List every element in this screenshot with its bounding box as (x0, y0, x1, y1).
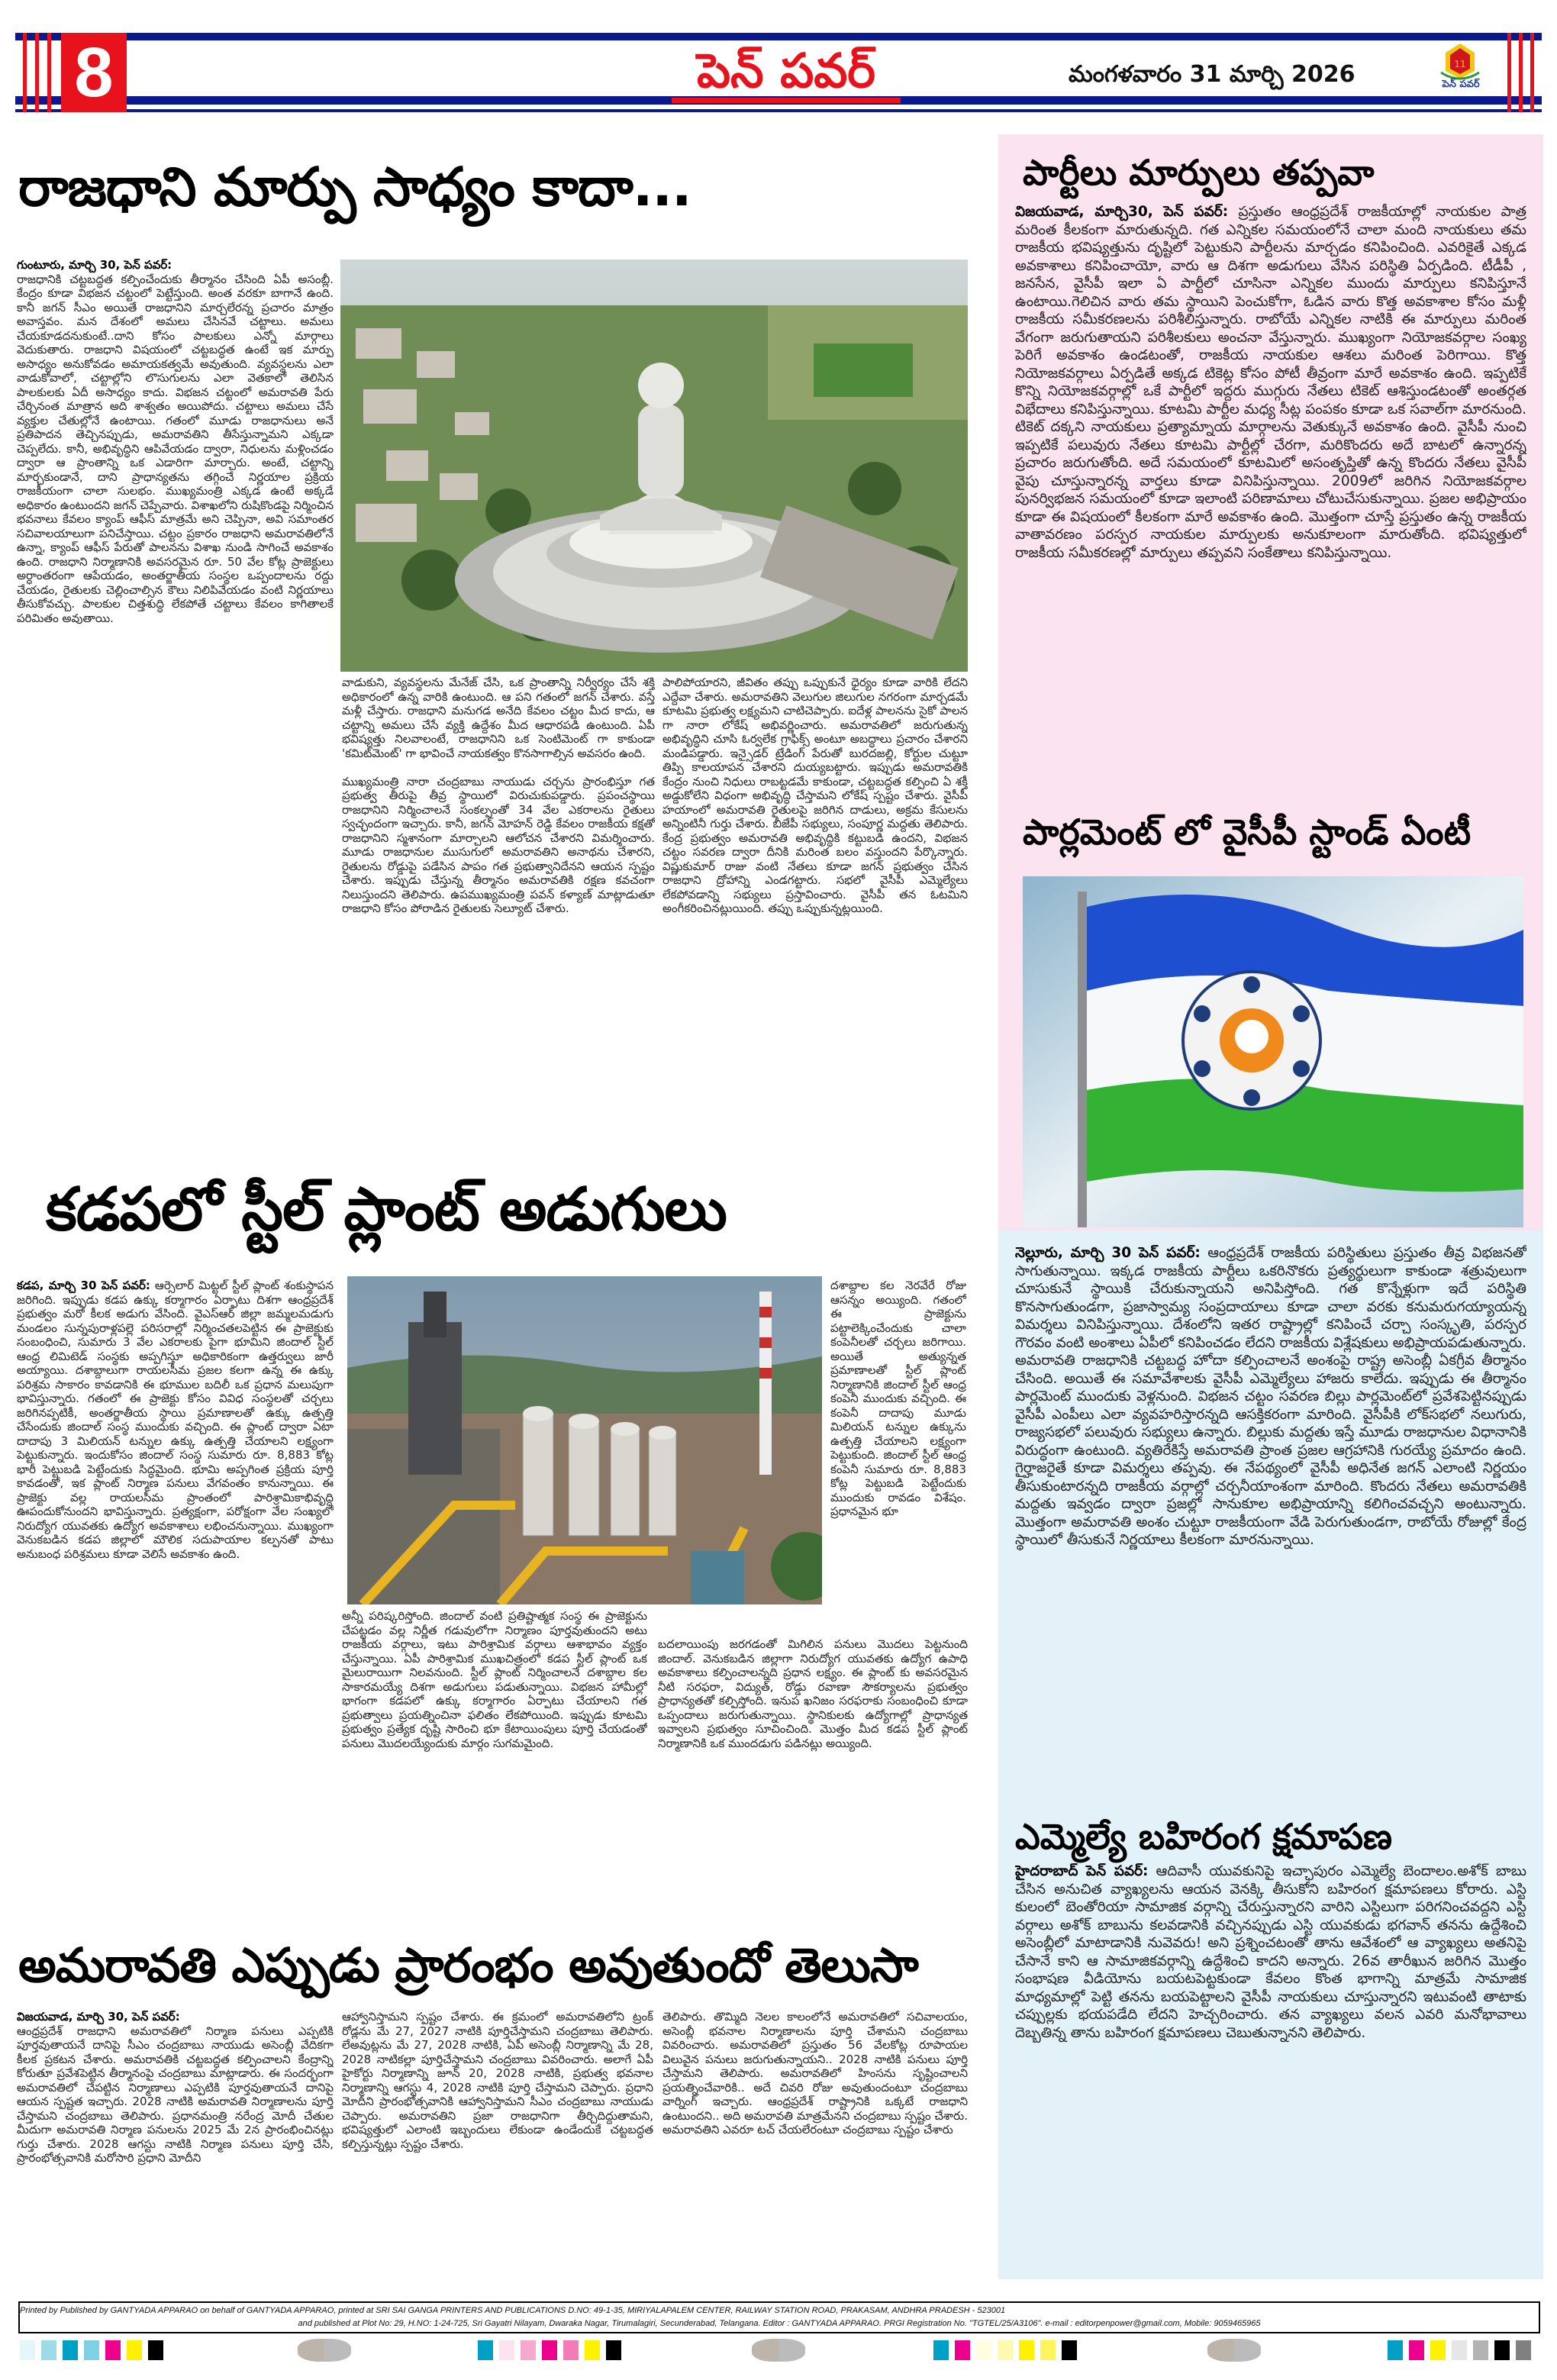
dateline: కడప, మార్చి 30 పెన్ పవర్: (17, 1279, 150, 1292)
color-swatch (105, 2340, 121, 2360)
photo-ysrcp-flag (1023, 876, 1523, 1227)
color-swatch (499, 2340, 514, 2360)
color-swatch (148, 2340, 163, 2360)
gray-balance-patch (1207, 2339, 1261, 2362)
article-text: వాడుకుని, వ్యవస్థలను మేనేజ్ చేసి, ఒక ప్రాంతాన్ని నిర్వీర్యం చేసే శక్తి అధికారంలో ఉన్న వారికి ఉంటుంది. ఆ పని గతంలో జగన్ చేశారు. వస్తే మళ్లీ చేస్తారు. రాజధాని మనుగడ అనేది కేవలం చట్టం మీద కాదు, ఆ చట్టాన్ని అమలు చేసే వ్యక్తి ఉద్దేశం మీద ఆధారపడి ఉంటుంది. ఏపీ భవిష్యత్తు నిలవాలంటే, రాజధానిని ఒక సెంటిమెంట్ గా కాకుండా 'కమిట్‌మెంట్' గా భావించే నాయకత్వం కొనసాగాల్సిన అవసరం ఉంది. ముఖ్యమంత్రి నారా చంద్రబాబు నాయుడు చర్చను ప్రారంభిస్తూ గత ప్రభుత్వ తీరుపై తీవ్ర స్థాయిలో విరుచుకుపడ్డారు. ప్రపంచస్థాయి రాజధానిని నిర్మించాలనే సంకల్పంతో 34 వేల ఎకరాలను రైతులు స్వచ్ఛందంగా ఇచ్చారు. కానీ, జగన్ మోహన్ రెడ్డి కేవలం రాజకీయ కక్షతో రాజధానిని స్మశానంగా మార్చాలని ఆలోచన చేశారని విమర్శించారు. మూడు రాజధానుల ముసుగులో అమరావతిని అనాథను చేశారని, రైతులను రోడ్డుపై పడేసిన పాపం గత ప్రభుత్వానిదేనని ఆయన స్పష్టం చేశారు. ఇప్పుడు చేస్తున్న తీర్మానం అమరావతికి రక్షణ కవచంగా నిలుస్తుందని తెలిపారు. ఉపముఖ్యమంత్రి పవన్ కళ్యాణ్ మాట్లాడుతూ రాజధాని కోసం పోరాడిన రైతులకు సెల్యూట్ చేశారు. (342, 676, 655, 915)
headline-kadapa: కడపలో స్టీల్ ప్లాంట్ అడుగులు (46, 1175, 727, 1244)
article-column-narrow (830, 1279, 966, 1637)
color-swatch (606, 2340, 621, 2360)
headline-parties: పార్టీలు మార్పులు తప్పవా (1023, 152, 1375, 193)
color-swatch (521, 2340, 536, 2360)
article-column (17, 1279, 334, 1904)
imprint-line-2: and published at Plot No: 29, H.NO: 1-24-725, Sri Gayatri Nilayam, Dwaraka Nagar, Tirumalagiri, Secunderabad, Telangana. Editor : GANTYADA APPARAO. PRGI Registration No. "TGTEL/25/A3106". e-mail : editorpenpower@gmail.com, Mobile: 9059465965 (298, 2319, 1261, 2328)
article-text: ప్రస్తుతం ఆంధ్రప్రదేశ్ రాజకీయాల్లో నాయకుల పాత్ర మరింత కీలకంగా మారుతున్నది. గత ఎన్నికల సమయంలోనే చాలా మంది నాయకులు తమ రాజకీయ భవిష్యత్తును దృష్టిలో పెట్టుకుని పార్టీలను మార్చడం కనిపించింది. ఎవరికైతే ఎక్కడ అవకాశాలు కనిపించాయో, వారు ఆ దిశగా అడుగులు వేసిన పరిస్థితి ఏర్పడింది. టీడీపీ , జనసేన, వైసీపీ ఇలా ఏ పార్టీలో చూసినా ఎన్నికల ముందు మార్పులు కనిపిస్తూనే ఉంటాయి.గెలిచిన వారు తమ స్థాయిని పెంచుకోగా, ఓడిన వారు కొత్త అవకాశాల కోసం మళ్లీ రాజకీయ సమీకరణలను పరిశీలిస్తున్నారు. రాబోయే ఎన్నికల నాటికి ఈ మార్పులు మరింత వేగంగా జరుగుతాయని పరిశీలకులు అంచనా వేస్తున్నారు. ముఖ్యంగా నియోజకవర్గాల సంఖ్య పెరిగే అవకాశం ఉండటంతో, రాజకీయ నాయకుల ఆశలు మరింత పెరిగాయి. కొత్త నియోజకవర్గాలు ఏర్పడితే అక్కడ టికెట్ల కోసం పోటీ తీవ్రంగా మారే అవకాశం ఉంది. ఇప్పటికే కొన్ని నియోజకవర్గాల్లో ఒకే పార్టీలో ఇద్దరు ముగ్గురు నేతలు టికెట్ ఆశిస్తుండటంతో అంతర్గత విభేదాలు కనిపిస్తున్నాయి. కూటమి పార్టీల మధ్య సీట్ల పంపకం కూడా ఒక సవాల్‌గా మారనుంది. టికెట్ దక్కని నాయకులు ప్రత్యామ్నాయ మార్గాలను వెతుక్కునే అవకాశం ఉంది. వైసీపీ నుంచి ఇప్పటికే పలువురు నేతలు కూటమి పార్టీల్లో చేరగా, మరికొందరు అదే బాటలో ఉన్నారన్న ప్రచారం జరుగుతోంది. అదే సమయంలో కూటమిలో అసంతృప్తితో ఉన్న కొందరు నేతలు వైసీపీ వైపు చూస్తున్నారన్న వార్తలు కూడా వినిపిస్తున్నాయి. 2009లో జరిగిన నియోజకవర్గాల పునర్విభజన సమయంలో కూడా ఇలాంటి పరిణామాలు చోటుచేసుకున్నాయి. ప్రజల అభిప్రాయం కూడా ఈ విషయంలో కీలకంగా మారే అవకాశం ఉంది. మొత్తంగా చూస్తే ప్రస్తుతం ఉన్న రాజకీయ వాతావరణం పరస్పర నాయకుల మార్పులకు అనుకూలంగా మారుతోంది. భవిష్యత్తులో రాజకీయ సమీకరణల్లో మార్పులు తప్పవని సంకేతాలు కనిపిస్తున్నాయి. (1015, 204, 1526, 561)
masthead-rule (15, 109, 1542, 112)
color-swatch (127, 2340, 142, 2360)
color-swatch (933, 2340, 949, 2360)
color-swatch (563, 2340, 579, 2360)
article-text: ఆంధ్రప్రదేశ్ రాజకీయ పరిస్థితులు ప్రస్తుతం తీవ్ర విభజనతో సాగుతున్నాయి. ఇక్కడ రాజకీయ పార్టీలు ఒకరినొకరు ప్రత్యర్థులుగా కాకుండా శత్రువులుగా చూసుకునే స్థాయికి చేరుకున్నాయని అనిపిస్తోంది. గత కొన్నేళ్లుగా ఇదే పరిస్థితి కొనసాగుతుండగా, ప్రజాస్వామ్య సంప్రదాయాలు కూడా చాలా వరకు కనుమరుగయ్యాయన్న విమర్శలు వినిపిస్తున్నాయి. దేశంలోని ఇతర రాష్ట్రాల్లో కనిపించే చర్చా సంస్కృతి, పరస్పర గౌరవం వంటి అంశాలు ఏపీలో కనిపించడం లేదని రాజకీయ విశ్లేషకులు అభిప్రాయపడుతున్నారు. అమరావతి రాజధానికి చట్టబద్ధ హోదా కల్పించాలనే అంశంపై రాష్ట్ర అసెంబ్లీ ఏకగ్రీవ తీర్మానం చేసింది. అయితే ఈ సమావేశాలకు వైసీపీ ఎమ్మెల్యేలు హాజరు కాలేదు. ఇప్పుడు ఈ తీర్మానం పార్లమెంట్ ముందుకు వెళ్లనుంది. విభజన చట్టం సవరణ బిల్లు పార్లమెంట్‌లో ప్రవేశపెట్టినప్పుడు వైసీపీ ఎంపీలు ఎలా వ్యవహరిస్తారన్నది ఆసక్తికరంగా మారింది. వైసీపీకి లోక్‌సభలో నలుగురు, రాజ్యసభలో పలువురు సభ్యులు ఉన్నారు. బిల్లుకు మద్దతు ఇస్తే మూడు రాజధానుల విధానానికి విరుద్ధంగా ఉంటుంది. వ్యతిరేకిస్తే అమరావతి ప్రాంత ప్రజల ఆగ్రహానికి గురయ్యే ప్రమాదం ఉంది. గైర్హాజరైతే కూడా విమర్శలు తప్పవు. ఈ నేపథ్యంలో వైసీపీ అధినేత జగన్ ఎలాంటి నిర్ణయం తీసుకుంటారన్నది రాజకీయ వర్గాల్లో చర్చనీయాంశంగా మారింది. కొందరు నేతలు అమరావతికి మద్దతు ఇవ్వడం ద్వారా ప్రజల్లో సానుకూల అభిప్రాయాన్ని కలిగించవచ్చని అంటున్నారు. మొత్తంగా అమరావతి అంశం చుట్టూ రాజకీయంగా వేడి పెరుగుతుండగా, రాబోయే రోజుల్లో కేంద్ర స్థాయిలో తీసుకునే నిర్ణయాలు కీలకంగా మారనున్నాయి. (1015, 1245, 1526, 1548)
color-swatch (1062, 2340, 1077, 2360)
article-text: రాజధానికి చట్టబద్ధత కల్పించేందుకు తీర్మానం చేసింది ఏపీ అసంబ్లీ. కేంద్రం కూడా విభజన చట్టంలో పెట్టేస్తుంది. అంత వరకూ బాగానే ఉంది. కానీ జగన్ సీఎం అయితే రాజధానిని మార్చలేరన్న ప్రచారం మాత్రం అవాస్తవం. మన దేశంలో అమలు చేసినవే చట్టాలు. అమలు చేయకూడదనుకుంటే..దాని కోసం పాలకులు ఎన్నో మార్గాలు వెదుకుతారు. రాజధాని విషయంలో చట్టబద్ధత ఉంటే ఇక మార్పు అసాధ్యం అనుకోవడం అమాయకత్వమే అవుతుంది. వ్యవస్థలను ఎలా వాడుకోవాలో, చట్టాల్లోని లొసుగులను ఎలా వెతకాలో తెలిసిన పాలకులకు ఏదీ అసాధ్యం కాదు. విభజన చట్టంలో అమరావతి పేరు చేర్చినంత మాత్రాన అది శాశ్వతం అయిపోదు. చట్టాలు అమలు చేసే వ్యక్తుల చేతుల్లోనే ఉంటాయి. గతంలో మూడు రాజధానులు అనే ప్రతిపాదన తెచ్చినప్పుడు, అమరావతిని తీసేస్తున్నామని ఎక్కడా చెప్పలేదు. కానీ, అభివృద్ధిని ఆపివేయడం ద్వారా, నిధులను మళ్లించడం ద్వారా ఆ ప్రాంతాన్ని ఒక ఎడారిగా మార్చారు. అంటే, చట్టాన్ని మార్చకుండానే, దాని ప్రాధాన్యతను తగ్గించే నిర్ణయాల ప్రక్రియ రాజకీయంగా చాలా సులభం. ముఖ్యమంత్రి ఎక్కడ ఉంటే అక్కడే అధికారం ఉంటుందని జగన్ చెప్పేవారు. విశాఖలోని రుషికొండపై నిర్మించిన భవనాలు కేవలం క్యాంప్ ఆఫీస్ మాత్రమే అని చెప్పినా, అవి సమాంతర సచివాలయాలుగా పనిచేస్తాయి. చట్టం ప్రకారం రాజధాని అమరావతిలోనే ఉన్నా, క్యాంప్ ఆఫీస్ పేరుతో పాలనను విశాఖ నుండి సాగించే అవకాశం ఉంది. రాజధాని నిర్మాణానికి అవసరమైన రూ. 50 వేల కోట్ల ప్రాజెక్టులు అర్ధాంతరంగా ఆపేయడం, అంతర్జాతీయ సంస్థల ఒప్పందాలను రద్దు చేయడం, రైతులకు చెల్లించాల్సిన కౌలు నిలిపివేయడం వంటి నిర్ణయాలు తీసుకోవచ్చు. పాలకుల చిత్తశుద్ధి లేకపోతే చట్టాలు కేవలం కాగితాలకే పరిమితం అవుతాయి. (17, 272, 334, 625)
color-swatch (1388, 2340, 1403, 2360)
color-swatch (1019, 2340, 1034, 2360)
color-swatch (1409, 2340, 1424, 2360)
red-stripe (1507, 33, 1511, 112)
article-text: అన్నీ పరిష్కరిస్తోంది. జిందాల్ వంటి ప్రతిష్టాత్మక సంస్థ ఈ ప్రాజెక్టును చేపట్టడం వల్ల నిర్ణీత గడువులోగా నిర్మాణం పూర్తవుతుందని అటు రాజకీయ వర్గాలు, ఇటు పారిశ్రామిక వర్గాలు ఆశాభావం వ్యక్తం చేస్తున్నాయి. ఏపీ పారిశ్రామిక ముఖచిత్రంలో కడప స్టీల్ ప్లాంట్ ఒక మైలురాయిగా నిలవనుంది. స్టీల్ ప్లాంట్ నిర్మించాలనే దశాబ్దాల కల సాకారమయ్యే దిశగా అడుగులు పడుతున్నాయి. విభజన హామీల్లో భాగంగా కడపలో ఉక్కు కర్మాగారం ఏర్పాటు చేయాలని గత ప్రభుత్వాలు ప్రయత్నించినా ఫలితం లేకపోయింది. ఇప్పుడు కూటమి ప్రభుత్వం ప్రత్యేక దృష్టి సారించి భూ కేటాయింపులు పూర్తి చేయడంతో పనులు మొదలయ్యేందుకు మార్గం సుగమమైంది. (342, 1609, 647, 1750)
article-column (17, 258, 334, 1124)
color-swatch (20, 2340, 35, 2360)
logo-text: పెన్ పవర్ (1442, 79, 1480, 90)
color-swatch (478, 2340, 493, 2360)
page-number: 8 (61, 33, 127, 112)
svg-text:11: 11 (1454, 59, 1466, 69)
color-swatch (955, 2340, 970, 2360)
headline-mla-apology: ఎమ్మెల్యే బహిరంగ క్షమాపణ (1015, 1816, 1393, 1857)
article-text: దశాబ్దాల కల నెరవేరే రోజు ఆసన్నం అయ్యింది. గతంలో ఈ ప్రాజెక్టును పట్టాలెక్కించేందుకు చాలా కంపెనీలతో చర్చలు జరిగాయి. అయితే అత్యున్నత ప్రమాణాలతో స్టీల్ ప్లాంట్ నిర్మాణానికి జిందాల్ స్టీల్ ఆంధ్ర కంపెనీ ముందుకు వచ్చింది. ఈ కంపెనీ దాదాపు మూడు మిలియన్ టన్నుల ఉక్కును ఉత్పత్తి చేయాలని లక్ష్యంగా పెట్టుకుంది. జిందాల్ స్టీల్ ఆంధ్ర కంపెనీ సుమారు రూ. 8,883 కోట్ల పెట్టుబడి పెట్టేందుకు ముందుకు రావడం విశేషం. ప్రధానమైన భూ (830, 1279, 966, 1518)
newspaper-title: పెన్ పవర్ (672, 44, 901, 103)
article-text: పాలిపోయారని, జీవితం తప్పు ఒప్పుకునే ధైర్యం కూడా వారికి లేదని ఎద్దేవా చేశారు. అమరావతిని వెలుగుల జిలుగుల నగరంగా మార్చడమే కూటమి ప్రభుత్వ లక్ష్యమని చాటిచెప్పారు. ఐదేళ్ల పాలనను సైకో పాలన గా నారా లోకేష్ అభివర్ణించారు. అమరావతిలో జరుగుతున్న అభివృద్ధిని చూసి ఓర్వలేక గ్రాఫిక్స్ అంటూ అబద్ధాలు ప్రచారం చేశారని మండిపడ్డారు. ఇన్సైడర్ ట్రేడింగ్ పేరుతో బురదజల్లి, కోర్టుల చుట్టూ తిప్పి కాలయాపన చేశారని దుయ్యబట్టారు. ఇప్పుడు అమరావతికి కేంద్రం నుంచి నిధులు రాబట్టడమే కాకుండా, చట్టబద్ధత కల్పించి ఏ శక్తీ అడ్డుకోలేని విధంగా అభివృద్ధి చేస్తామని లోకేష్ స్పష్టం చేశారు. వైసీపీ హయాంలో అమరావతి రైతులపై జరిగిన దాడులు, అక్రమ కేసులను అన్నింటినీ గుర్తు చేశారు. బీజేపీ సభ్యులు, సంపూర్ణ మద్దతు తెలిపారు. కేంద్ర ప్రభుత్వం అమరావతి అభివృద్ధికి కట్టుబడి ఉందని, విభజన చట్టం సవరణ ద్వారా దీనికి మరింత బలం వస్తుందని పేర్కొన్నారు. విష్ణుకుమార్ రాజు వంటి నేతలు కూడా జగన్ ప్రభుత్వం చేసిన రాజధాని ద్రోహాన్ని ఎండగట్టారు. సభలో వైసీపీ ఎమ్మెల్యేలు లేకపోవడాన్ని సభ్యులు ప్రస్తావించారు. వైసీపీ తన ఓటమిని అంగీకరించినట్లుయింది. తప్పు ఒప్పుకున్నట్లయింది. (662, 676, 968, 915)
article-text: ఆంధ్రప్రదేశ్ రాజధాని అమరావతిలో నిర్మాణ పనులు ఎప్పటికి పూర్తవుతాయనే దానిపై సీఎం చంద్రబాబు నాయుడు అసెంబ్లీ వేదికగా కీలక ప్రకటన చేశారు. అమరావతికి చట్టబద్ధత కల్పించాలని కేంద్రాన్ని కోరుతూ ప్రవేశపెట్టిన తీర్మానంపై చంద్రబాబు మాట్లాడారు. ఈ సందర్భంగా అమరావతిలో చేపట్టిన నిర్మాణాలు ఎప్పటికి పూర్తవుతాయనే దానిపై ఆయన స్పష్టత ఇచ్చారు. 2028 నాటికి అమరావతి నిర్మాణాలను పూర్తి చేస్తామని చంద్రబాబు తెలిపారు. ప్రధానమంత్రి నరేంద్ర మోదీ చేతుల మీదుగా అమరావతి నిర్మాణ పనులను 2025 మే 2న ప్రారంభించినట్లు గుర్తు చేశారు. 2028 ఆగస్టు నాటికి నిర్మాణ పనులు పూర్తి చేసి, ప్రారంభోత్సవానికి మరోసారి ప్రధాని మోదీని (17, 2024, 334, 2165)
dateline: గుంటూరు, మార్చి 30, పెన్ పవర్: (17, 258, 172, 272)
article-column (342, 2010, 653, 2281)
article-text: ఆదివాసీ యువకునిపై ఇచ్ఛాపురం ఎమ్మెల్యే బెందాలం.అశోక్ బాబు చేసిన అనుచిత వ్యాఖ్యలను ఆయన వెనక్కి తీసుకోని బహిరంగ క్షమాపణలు కోరారు. ఎస్టి కులంలో బెంతోరియా సామాజిక వర్గాన్ని చేరుస్తున్నారని వారిని ఎస్టిలుగా పరిగనించవద్దని ఎస్టి వర్గాలు అశోక్ బాబును కలవడానికి వచ్చినప్పుడు ఎస్టి యువకుడు భగవాన్ తనను ఉద్దేశించి అసెంబ్లీలో మాటాడానికి నువెవరు! అని ప్రశ్నించటంతో తాను ఆవేశంలో ఆ వ్యాఖ్యలు అతనిపై చేసానే కాని ఆ సామాజికవర్గాన్ని ఉద్దేశించి కాదని అన్నారు. 26వ తారీఖున జరిగిన మొత్తం సంభాషణ వీడియోను బయటపెట్టకుండా కేవలం కొంత భాగాన్ని మాత్రమే సామాజిక మాధ్యమాల్లో పెట్టి తనను బయపెట్టాలని వైసీపీ నాయకులు చూస్తున్నారని ఇటువంటి తాటాకు చప్పుల్లకు భయపడేది లేదని హెచ్చరించారు. తన వ్యాఖ్యలు వలన ఎవరి మనోభావాలు దెబ్బతిన్న తాను బహిరంగ క్షమాపణలు చెబుతున్నానని తెలిపారు. (1015, 1863, 1526, 2041)
red-stripe (23, 33, 27, 112)
imprint-line-1: Printed by Published by GANTYADA APPARAO on behalf of GANTYADA APPARAO, printed at SRI SAI GANGA PRINTERS AND PUBLICATIONS D.NO: 49-1-35, MIRIYALAPALEM CENTER, RAILWAY STATION ROAD, PRAKASAM, ANDHRA PRADESH - 523001 (20, 2306, 1006, 2315)
red-stripe (1530, 33, 1534, 112)
red-stripe (47, 33, 51, 112)
dateline: విజయవాడ, మార్చి 30, పెన్ పవర్: (17, 2010, 180, 2024)
masthead-top-bar (15, 33, 1542, 40)
photo-amaravati-buddha-statue (340, 260, 968, 672)
dateline: విజయవాడ, మార్చి30, పెన్ పవర్: (1015, 204, 1229, 220)
color-swatch (41, 2340, 56, 2360)
article-column (658, 1637, 968, 1903)
gray-balance-patch (298, 2339, 351, 2362)
color-swatch (998, 2340, 1013, 2360)
article-column (662, 676, 968, 1122)
article-column (342, 1609, 647, 1903)
article-column (662, 2010, 968, 2281)
imprint-box (18, 2301, 1540, 2333)
headline-amaravati: అమరావతి ఎప్పుడు ప్రారంభం అవుతుందో తెలుసా (18, 1937, 918, 1993)
article-text: బదలాయింపు జరగడంతో మిగిలిన పనులు మొదలు పెట్టనుంది జిందాల్. వెనుకబడిన జిల్లాగా నిరుద్యోగ యువతకు ఉద్యోగ ఉపాధి అవకాశాలు కల్పించాలన్నది ప్రధాన లక్ష్యం. ఈ ప్లాంట్ కు అవసరమైన నీటి సరఫరా, విద్యుత్, రోడ్డు రవాణా సౌకర్యాలను ప్రభుత్వం ప్రాధాన్యతతో కల్పిస్తోంది. ఇనుప ఖనిజం సరఫరాకు సంబంధించి కూడా ఒప్పందాలు జరుగుతున్నాయి. స్థానికులకు ఉద్యోగాల్లో ప్రాధాన్యత ఇవ్వాలని ప్రభుత్వం సూచించింది. మొత్తం మీద కడప స్టీల్ ప్లాంట్ నిర్మాణానికి ఒక ముందడుగు పడినట్లు అయ్యింది. (658, 1637, 968, 1750)
article-column (1015, 1244, 1526, 1805)
gray-balance-patch (752, 2339, 805, 2362)
issue-date: మంగళవారం 31 మార్చి 2026 (1069, 61, 1356, 88)
color-swatch (542, 2340, 557, 2360)
color-swatch (1040, 2340, 1056, 2360)
dateline: నెల్లూరు, మార్చి 30 పెన్ పవర్: (1015, 1245, 1201, 1261)
color-swatch (1516, 2340, 1531, 2360)
photo-steel-plant (347, 1276, 822, 1604)
headline-parliament: పార్లమెంట్ లో వైసీపీ స్టాండ్ ఏంటీ (1023, 811, 1472, 853)
article-text: ఆహ్వానిస్తామని స్పష్టం చేశారు. ఈ క్రమంలో అమరావతిలోని ట్రంక్ రోడ్లను మే 27, 2027 నాటికి పూర్తిచేస్తామని చంద్రబాబు తెలిపారు. లేఅవుట్లను మే 27, 2028 నాటికి, ఏపీ అసెంబ్లీ నిర్మాణాన్ని మే 28, 2028 నాటికల్లా పూర్తిచేస్తామని చంద్రబాబు వివరించారు. అలాగే ఏపీ హైకోర్టు నిర్మాణాన్ని జూన్ 20, 2028 నాటికి, ప్రభుత్వ భవనాల నిర్మాణాన్ని ఆగస్టు 4, 2028 నాటికి పూర్తి చేస్తామని చెప్పారు. ప్రధాని మోదీని ప్రారంభోత్సవానికి ఆహ్వానిస్తామని సీఎం చంద్రబాబు నాయుడు చెప్పారు. అమరావతిని ప్రజా రాజధానిగా తీర్చిదిద్దుతామని, భవిష్యత్తులో ఎలాంటి ఇబ్బందులు లేకుండా ఉండేందుకే చట్టబద్ధత కల్పిస్తున్నట్లు స్పష్టం చేశారు. (342, 2010, 653, 2151)
newspaper-logo (1427, 42, 1493, 95)
article-column (342, 676, 655, 1122)
article-column (1015, 203, 1526, 795)
article-text: తెలిపారు. తొమ్మిది నెలల కాలంలోనే అమరావతిలో సచివాలయం, అసెంబ్లీ భవనాల నిర్మాణాలను పూర్తి చేశామని చంద్రబాబు వివరించారు. అమరావతిలో ప్రస్తుతం 56 వేలకోట్ల రూపాయల విలువైన పనులు జరుగుతున్నాయని.. 2028 నాటికి పనులు పూర్తి చేస్తామని తెలిపారు. అమరావతిలో హింసను సృష్టించాలని ప్రయత్నించేవారికి.. అదే చివరి రోజు అవుతుందంటూ చంద్రబాబు వార్నింగ్ ఇచ్చారు. ఆంధ్రప్రదేశ్ రాష్ట్రానికి ఒక్కటే రాజధాని ఉంటుందని.. అది అమరావతి మాత్రమేనని చంద్రబాబు స్పష్టం చేశారు. అమరావతిని ఎవరూ టచ్ చేయలేరంటూ చంద్రబాబు స్పష్టం చేశారు (662, 2010, 968, 2137)
red-stripe (1519, 33, 1523, 112)
color-swatch (1430, 2340, 1446, 2360)
color-swatch (585, 2340, 600, 2360)
color-swatch (63, 2340, 78, 2360)
article-column (17, 2010, 334, 2281)
color-swatch (1473, 2340, 1488, 2360)
color-swatch (1452, 2340, 1467, 2360)
red-stripe (35, 33, 39, 112)
color-swatch (976, 2340, 991, 2360)
headline-capital: రాజధాని మార్పు సాధ్యం కాదా... (18, 156, 691, 218)
article-column (1015, 1862, 1526, 2229)
dateline: హైదరాబాద్ పెన్ పవర్: (1015, 1863, 1149, 1879)
color-swatch (84, 2340, 99, 2360)
article-text: ఆర్సెలార్ మిట్టల్ స్టీల్ ప్లాంట్ శంకుస్థాపన జరిగింది. ఇప్పుడు కడప ఉక్కు కర్మాగారం ఏర్పాటు దిశగా ఆంధ్రప్రదేశ్ ప్రభుత్వం మరో కీలక అడుగు వేసింది. వైఎస్ఆర్ జిల్లా జమ్మలమడుగు మండలం సున్నపురాళ్లపల్లె పరిసరాల్లో నిర్మించతలపెట్టిన ఈ ప్రాజెక్టుకు సంబంధించి, సుమారు 3 వేల ఎకరాలకు పైగా భూమిని జిందాల్ స్టీల్ ఆంధ్ర లిమిటెడ్ సంస్థకు అప్పగిస్తూ అధికారికంగా ఉత్తర్వులు జారీ అయ్యాయి. దశాబ్దాలుగా రాయలసీమ ప్రజల కలగా ఉన్న ఈ ఉక్కు పరిశ్రమ సాకారం కావడానికి ఈ భూముల బదిలీ ఒక ప్రధాన మలుపుగా భావిస్తున్నారు. గతంలో ఈ ప్రాజెక్టు కోసం వివిధ సంస్థలతో చర్చలు జరిగినప్పటికీ, అంతర్జాతీయ స్థాయి ప్రమాణాలతో ఉక్కు ఉత్పత్తి చేసేందుకు జిందాల్ సంస్థ ముందుకు వచ్చింది. ఈ ప్లాంట్ ద్వారా ఏటా దాదాపు 3 మిలియన్ టన్నుల ఉక్కు ఉత్పత్తి చేయాలని లక్ష్యంగా పెట్టుకున్నారు. ఇందుకోసం జిందాల్ సంస్థ సుమారు రూ. 8,883 కోట్ల భారీ పెట్టుబడి పెట్టేందుకు సిద్ధమైంది. భూమి అప్పగింత ప్రక్రియ పూర్తి కావడంతో, ఇక ప్లాంట్ నిర్మాణ పనులు వేగవంతం కానున్నాయి. ఈ ప్రాజెక్టు వల్ల రాయలసీమ ప్రాంతంలో పారిశ్రామికాభివృద్ధి ఊపందుకోనుందని భావిస్తున్నారు. ప్రత్యక్షంగా, పరోక్షంగా వేల సంఖ్యలో నిరుద్యోగ యువతకు ఉద్యోగ అవకాశాలు లభించనున్నాయి. ముఖ్యంగా వెనుకబడిన కడప జిల్లాలో మౌలిక సదుపాయాల కల్పనతో పాటు అనుబంధ పరిశ్రమలు కూడా వెలిసే అవకాశం ఉంది. (17, 1279, 334, 1561)
color-swatch (1494, 2340, 1510, 2360)
